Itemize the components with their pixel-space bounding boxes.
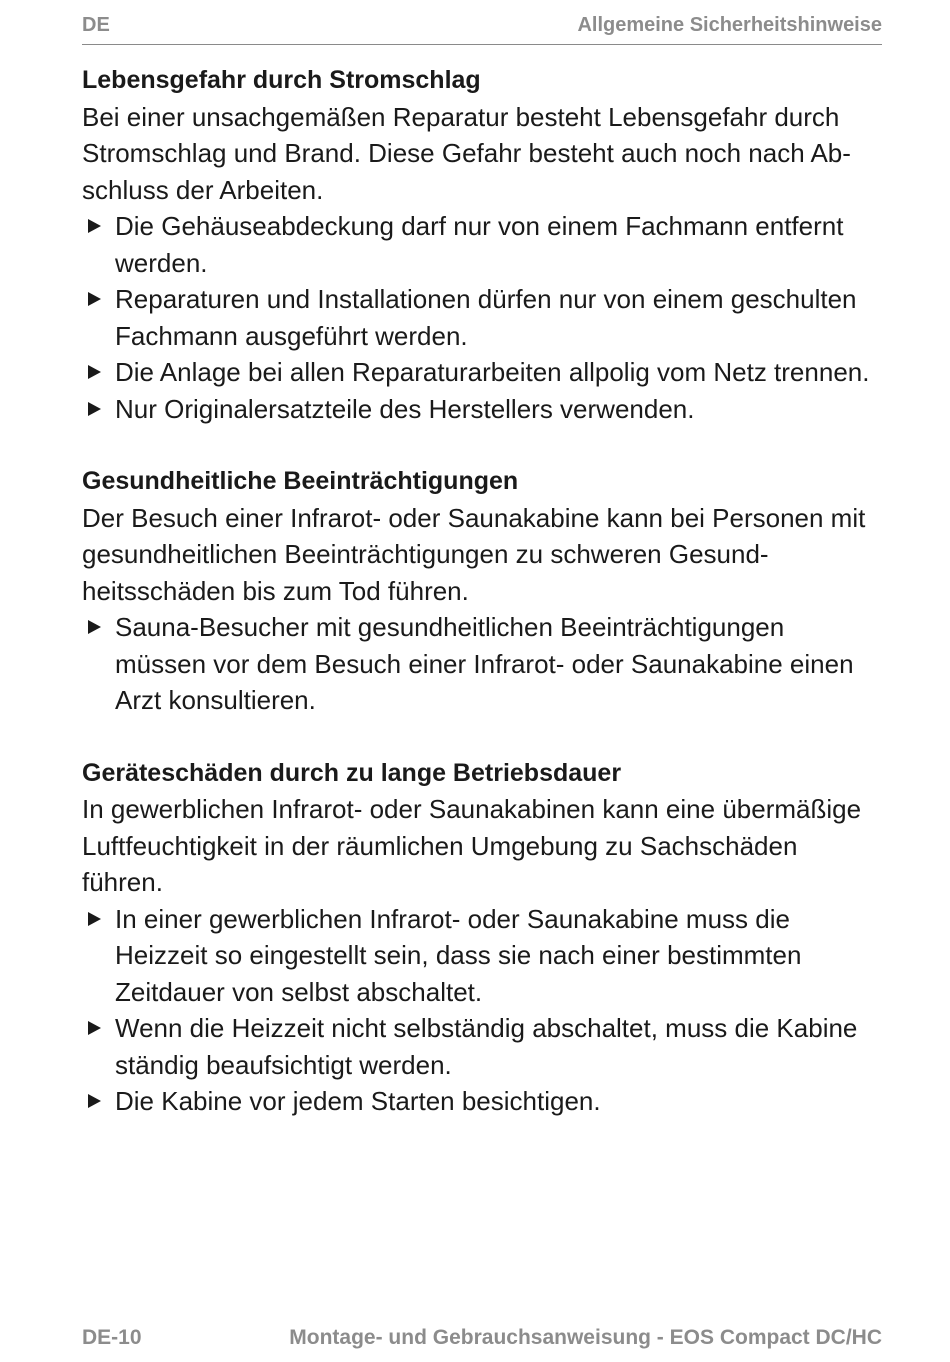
page-content bbox=[82, 62, 882, 1156]
arrow-bullet-icon bbox=[88, 219, 101, 233]
arrow-bullet-icon bbox=[88, 402, 101, 416]
instruction-text: In einer gewerblichen Infrarot- oder Saunakabine muss die Heizzeit so eingestellt sein, dass sie nach einer bestimmten Zeitdauer von selbst abschaltet. bbox=[115, 903, 802, 1007]
language-code: DE bbox=[82, 14, 110, 36]
section-heading: Geräteschäden durch zu lange Betriebsdauer bbox=[82, 758, 622, 787]
section-heading: Gesundheitliche Beeinträchtigungen bbox=[82, 467, 519, 495]
header-section-title: Allgemeine Sicherheitshinweise bbox=[577, 14, 882, 36]
instruction-item bbox=[82, 1083, 882, 1120]
instruction-item bbox=[82, 1010, 882, 1083]
instruction-list bbox=[82, 609, 882, 719]
section-device-damage bbox=[82, 755, 882, 1120]
page-number: DE-10 bbox=[82, 1326, 142, 1349]
instruction-item bbox=[82, 901, 882, 1011]
arrow-bullet-icon bbox=[88, 365, 101, 379]
section-intro: Bei einer unsachgemäßen Reparatur besteht Lebensgefahr durch Stromschlag und Brand. Diese Gefahr besteht auch noch nach Abschluss der Arbeiten. bbox=[82, 101, 851, 205]
instruction-text: Die Kabine vor jedem Starten besichtigen. bbox=[115, 1086, 601, 1116]
manual-page bbox=[82, 0, 882, 1362]
arrow-bullet-icon bbox=[88, 292, 101, 306]
instruction-text: Die Anlage bei allen Reparaturarbeiten allpolig vom Netz trennen. bbox=[115, 357, 870, 387]
arrow-bullet-icon bbox=[88, 1021, 101, 1035]
instruction-text: Die Gehäuseabdeckung darf nur von einem Fachmann entfernt werden. bbox=[115, 211, 844, 278]
instruction-item bbox=[82, 281, 882, 354]
page-header bbox=[82, 12, 882, 45]
section-heading: Lebensgefahr durch Stromschlag bbox=[82, 66, 481, 94]
section-electric-shock bbox=[82, 62, 882, 427]
instruction-text: Wenn die Heizzeit nicht selbständig abschaltet, muss die Kabine ständig beaufsichtigt werden. bbox=[115, 1013, 858, 1080]
instruction-item bbox=[82, 354, 882, 391]
instruction-item bbox=[82, 609, 882, 719]
instruction-text: Sauna-Besucher mit gesundheitlichen Beeinträchtigungen müssen vor dem Besuch einer Infrarot- oder Saunakabine einen Arzt konsultieren. bbox=[115, 612, 854, 715]
section-health-impairments bbox=[82, 463, 882, 719]
page-footer bbox=[82, 1326, 882, 1356]
instruction-text: Nur Originalersatzteile des Herstellers verwenden. bbox=[115, 393, 695, 424]
instruction-item bbox=[82, 391, 882, 428]
section-intro: In gewerblichen Infrarot- oder Saunakabinen kann eine übermäßige Luftfeuchtigkeit in der räumlichen Umgebung zu Sachschäden führen. bbox=[82, 794, 862, 897]
instruction-list bbox=[82, 901, 882, 1120]
arrow-bullet-icon bbox=[88, 912, 101, 926]
instruction-item bbox=[82, 208, 882, 281]
section-intro: Der Besuch einer Infrarot- oder Saunakabine kann bei Personen mit gesundheitlichen Beeinträchtigungen zu schweren Gesundheitsschäden bis zum Tod führen. bbox=[82, 502, 866, 606]
arrow-bullet-icon bbox=[88, 620, 101, 634]
document-title: Montage- und Gebrauchsanweisung - EOS Compact DC/HC bbox=[289, 1326, 882, 1349]
arrow-bullet-icon bbox=[88, 1094, 101, 1108]
instruction-text: Reparaturen und Installationen dürfen nur von einem geschulten Fachmann ausgeführt werden. bbox=[115, 284, 857, 351]
instruction-list bbox=[82, 208, 882, 427]
